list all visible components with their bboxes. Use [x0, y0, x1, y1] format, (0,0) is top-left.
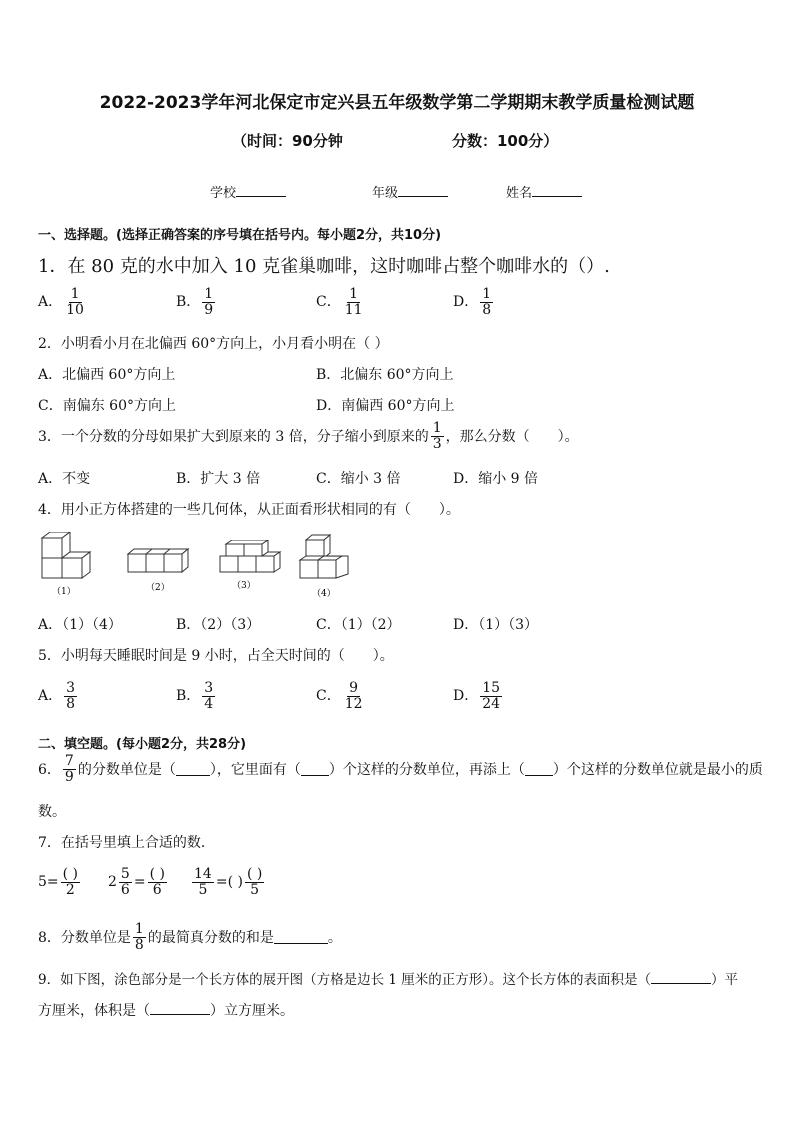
q1-option-c: C． $\frac{1}{11}$	[316, 286, 363, 318]
q3-option-b: B．扩大 3 倍	[176, 471, 261, 487]
q3-option-c: C．缩小 3 倍	[316, 471, 401, 487]
q5-option-b: B． $\frac{3}{4}$	[176, 680, 214, 712]
q5-option-d: D． $\frac{15}{24}$	[453, 680, 501, 712]
fraction: $\frac{7}{9}$	[64, 753, 74, 785]
exam-time: （时间：90分钟	[232, 132, 343, 150]
q7-expr-1: 5= $\frac{( )}{2}$	[38, 866, 79, 898]
q3-option-a: A．不变	[38, 471, 91, 487]
question-1-text: 1．在 80 克的水中加入 10 克雀巢咖啡，这时咖啡占整个咖啡水的（）.	[38, 256, 610, 277]
fraction: $\frac{3}{4}$	[204, 680, 214, 712]
fraction: $\frac{1}{9}$	[204, 286, 214, 318]
name-label: 姓名	[506, 186, 533, 201]
question-8-text: 8．分数单位是 $\frac{1}{8}$ 的最简真分数的和是 。	[38, 921, 342, 953]
q2-option-b: B．北偏东 60°方向上	[316, 367, 454, 383]
fraction: $\frac{1}{11}$	[344, 286, 363, 318]
fraction: $\frac{15}{24}$	[482, 680, 501, 712]
q1-option-d: D． $\frac{1}{8}$	[453, 286, 492, 318]
q2-option-d: D．南偏西 60°方向上	[316, 398, 455, 414]
question-6-line2: 数。	[38, 804, 66, 820]
figure-1-label: （1）	[52, 587, 76, 596]
q1-option-b: B． $\frac{1}{9}$	[176, 286, 214, 318]
grade-label: 年级	[372, 186, 399, 201]
q1-option-a: A． $\frac{1}{10}$	[38, 286, 84, 318]
figure-2-label: （2）	[146, 583, 170, 593]
q5-option-c: C． $\frac{9}{12}$	[316, 680, 363, 712]
q4-option-a: A．（1）（4）	[38, 617, 122, 633]
question-2-text: 2．小明看小月在北偏西 60°方向上，小月看小明在（ ）	[38, 336, 389, 352]
exam-score: 分数：100分）	[452, 132, 559, 150]
fraction: $\frac{14}{5}$	[194, 866, 212, 898]
fraction: $\frac{1}{8}$	[482, 286, 492, 318]
page-title: 2022-2023学年河北保定市定兴县五年级数学第二学期期末教学质量检测试题	[99, 93, 695, 113]
fraction: $\frac{5}{6}$	[120, 866, 130, 898]
grade-field	[372, 182, 448, 201]
question-3-text: 3．一个分数的分母如果扩大到原来的 3 倍，分子缩小到原来的 $\frac{1}{3}$ ，那么分数（ ）。	[38, 420, 579, 452]
fraction: $\frac{1}{8}$	[134, 921, 144, 953]
question-4-text: 4．用小正方体搭建的一些几何体，从正面看形状相同的有（ ）。	[38, 502, 460, 518]
fraction: $\frac{( )}{5}$	[246, 866, 263, 898]
figure-3-label: （3）	[232, 581, 256, 591]
question-6-text: 6． $\frac{7}{9}$ 的分数单位是（ ），它里面有（ ）个这样的分数单位，再添上（ ）个这样的分数单位就是最小的质	[38, 753, 763, 785]
q2-option-c: C．南偏东 60°方向上	[38, 398, 176, 414]
cube-figure-4	[298, 532, 354, 598]
question-9-line2: 方厘米，体积是（ ）立方厘米。	[38, 1003, 294, 1019]
school-label: 学校	[210, 186, 237, 201]
fraction: $\frac{( )}{6}$	[149, 866, 165, 898]
fraction: $\frac{1}{3}$	[432, 420, 442, 452]
fraction: $\frac{1}{10}$	[66, 286, 84, 318]
name-blank	[532, 184, 582, 197]
q4-option-c: C．（1）（2）	[316, 617, 401, 633]
q4-option-b: B．（2）（3）	[176, 617, 261, 633]
section-heading: 二、填空题。(每小题2分，共28分)	[38, 737, 247, 752]
q7-expr-3: $\frac{14}{5}$ = ( ) $\frac{( )}{5}$	[194, 866, 263, 898]
cube-figure-2	[126, 544, 190, 596]
q3-option-d: D．缩小 9 倍	[453, 471, 539, 487]
figure-4-label: （4）	[312, 589, 336, 598]
question-7-text: 7．在括号里填上合适的数．	[38, 835, 215, 851]
q2-option-a: A．北偏西 60°方向上	[38, 367, 176, 383]
q5-option-a: A． $\frac{3}{8}$	[38, 680, 76, 712]
section-heading: 一、选择题。(选择正确答案的序号填在括号内。每小题2分，共10分)	[38, 228, 442, 243]
cube-figure-1	[40, 532, 100, 596]
school-blank	[236, 184, 286, 197]
grade-blank	[398, 184, 448, 197]
fraction: $\frac{( )}{2}$	[62, 866, 79, 898]
fraction: $\frac{3}{8}$	[66, 680, 76, 712]
name-field	[506, 182, 582, 201]
school-field	[210, 182, 286, 201]
q7-expr-2: 2 $\frac{5}{6}$ = $\frac{( )}{6}$	[108, 866, 165, 898]
q4-option-d: D．（1）（3）	[453, 617, 539, 633]
cube-figure-3	[218, 540, 282, 594]
fraction: $\frac{9}{12}$	[344, 680, 363, 712]
question-9-line1: 9．如下图，涂色部分是一个长方体的展开图（方格是边长 1 厘米的正方形）。这个长方体的表面积是（ ）平	[38, 972, 739, 988]
question-5-text: 5．小明每天睡眠时间是 9 小时，占全天时间的（ ）。	[38, 648, 394, 664]
